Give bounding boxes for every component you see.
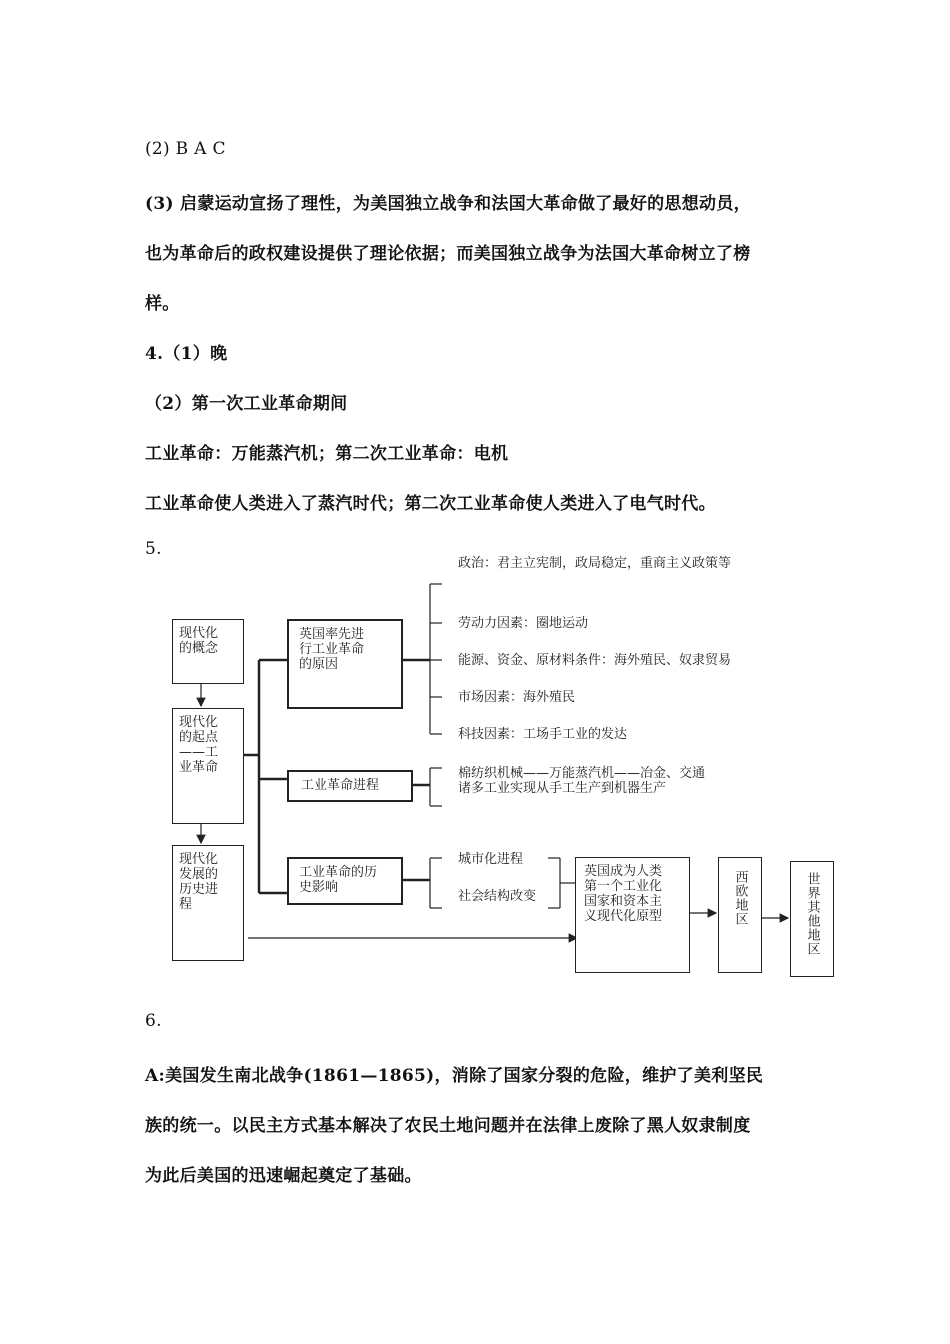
box-west-label: 西欧地区 xyxy=(732,870,748,926)
question-6-number: 6. xyxy=(145,1011,162,1031)
box-process-line-3: 历史进 xyxy=(179,882,219,897)
progress-line-2: 诸多工业实现从手工生产到机器生产 xyxy=(458,781,667,796)
box-modernization-start xyxy=(172,708,244,824)
box-start-line-1: 现代化 xyxy=(179,715,219,730)
box-britain-line-1: 英国成为人类 xyxy=(584,864,663,879)
box-start-line-4: 业革命 xyxy=(179,760,219,775)
reason-energy: 能源、资金、原材料条件：海外殖民、奴隶贸易 xyxy=(458,653,732,668)
box-world-label: 世界其他地区 xyxy=(804,872,820,956)
question-6-line-2: 族的统一。以民主方式基本解决了农民土地问题并在法律上废除了黑人奴隶制度 xyxy=(145,1116,751,1136)
question-4-line-a: 工业革命：万能蒸汽机；第二次工业革命：电机 xyxy=(145,444,509,464)
box-industrial-progress xyxy=(287,770,413,802)
box-progress-label: 工业革命进程 xyxy=(301,778,380,793)
impact-urbanization: 城市化进程 xyxy=(458,852,524,867)
box-britain-first xyxy=(575,857,690,973)
impact-social-structure: 社会结构改变 xyxy=(458,889,537,904)
answer-3-line-2: 也为革命后的政权建设提供了理论依据；而美国独立战争为法国大革命树立了榜 xyxy=(145,244,751,264)
reason-politics: 政治：君主立宪制，政局稳定，重商主义政策等 xyxy=(458,556,732,571)
box-start-line-2: 的起点 xyxy=(179,730,219,745)
question-4-2: （2）第一次工业革命期间 xyxy=(145,394,348,414)
box-process-line-4: 程 xyxy=(179,897,193,912)
progress-line-1: 棉纺织机械——万能蒸汽机——冶金、交通 xyxy=(458,766,706,781)
box-process-line-2: 发展的 xyxy=(179,867,219,882)
box-reasons-line-2: 行工业革命 xyxy=(299,642,365,657)
answer-3-line-1: (3) 启蒙运动宣扬了理性，为美国独立战争和法国大革命做了最好的思想动员， xyxy=(145,194,751,214)
question-4-1: 4.（1）晚 xyxy=(145,344,228,364)
box-britain-line-2: 第一个工业化 xyxy=(584,879,663,894)
reason-labor: 劳动力因素：圈地运动 xyxy=(458,616,589,631)
box-historical-impact xyxy=(287,857,403,905)
box-western-europe xyxy=(718,857,762,973)
box-process-line-1: 现代化 xyxy=(179,852,219,867)
question-6-line-3: 为此后美国的迅速崛起奠定了基础。 xyxy=(145,1166,422,1186)
box-impact-line-1: 工业革命的历 xyxy=(299,865,378,880)
box-modernization-process xyxy=(172,845,244,961)
box-britain-reasons xyxy=(287,619,403,709)
question-5-number: 5. xyxy=(145,539,162,559)
question-4-line-b: 工业革命使人类进入了蒸汽时代；第二次工业革命使人类进入了电气时代。 xyxy=(145,494,716,514)
box-start-line-3: ——工 xyxy=(179,745,219,760)
answer-2: (2) B A C xyxy=(145,139,226,159)
box-rest-of-world xyxy=(790,861,834,977)
box-modernization-concept xyxy=(172,619,244,684)
answer-3-line-3: 样。 xyxy=(145,294,180,314)
box-britain-line-4: 义现代化原型 xyxy=(584,909,663,924)
question-6-line-1: A:美国发生南北战争(1861—1865)，消除了国家分裂的危险，维护了美利坚民 xyxy=(145,1066,764,1086)
reason-tech: 科技因素：工场手工业的发达 xyxy=(458,727,628,742)
box-reasons-line-1: 英国率先进 xyxy=(299,627,365,642)
box-britain-line-3: 国家和资本主 xyxy=(584,894,663,909)
box-concept-line-2: 的概念 xyxy=(179,641,219,656)
box-concept-line-1: 现代化 xyxy=(179,626,219,641)
reason-market: 市场因素：海外殖民 xyxy=(458,690,576,705)
box-reasons-line-3: 的原因 xyxy=(299,657,339,672)
box-impact-line-2: 史影响 xyxy=(299,880,339,895)
